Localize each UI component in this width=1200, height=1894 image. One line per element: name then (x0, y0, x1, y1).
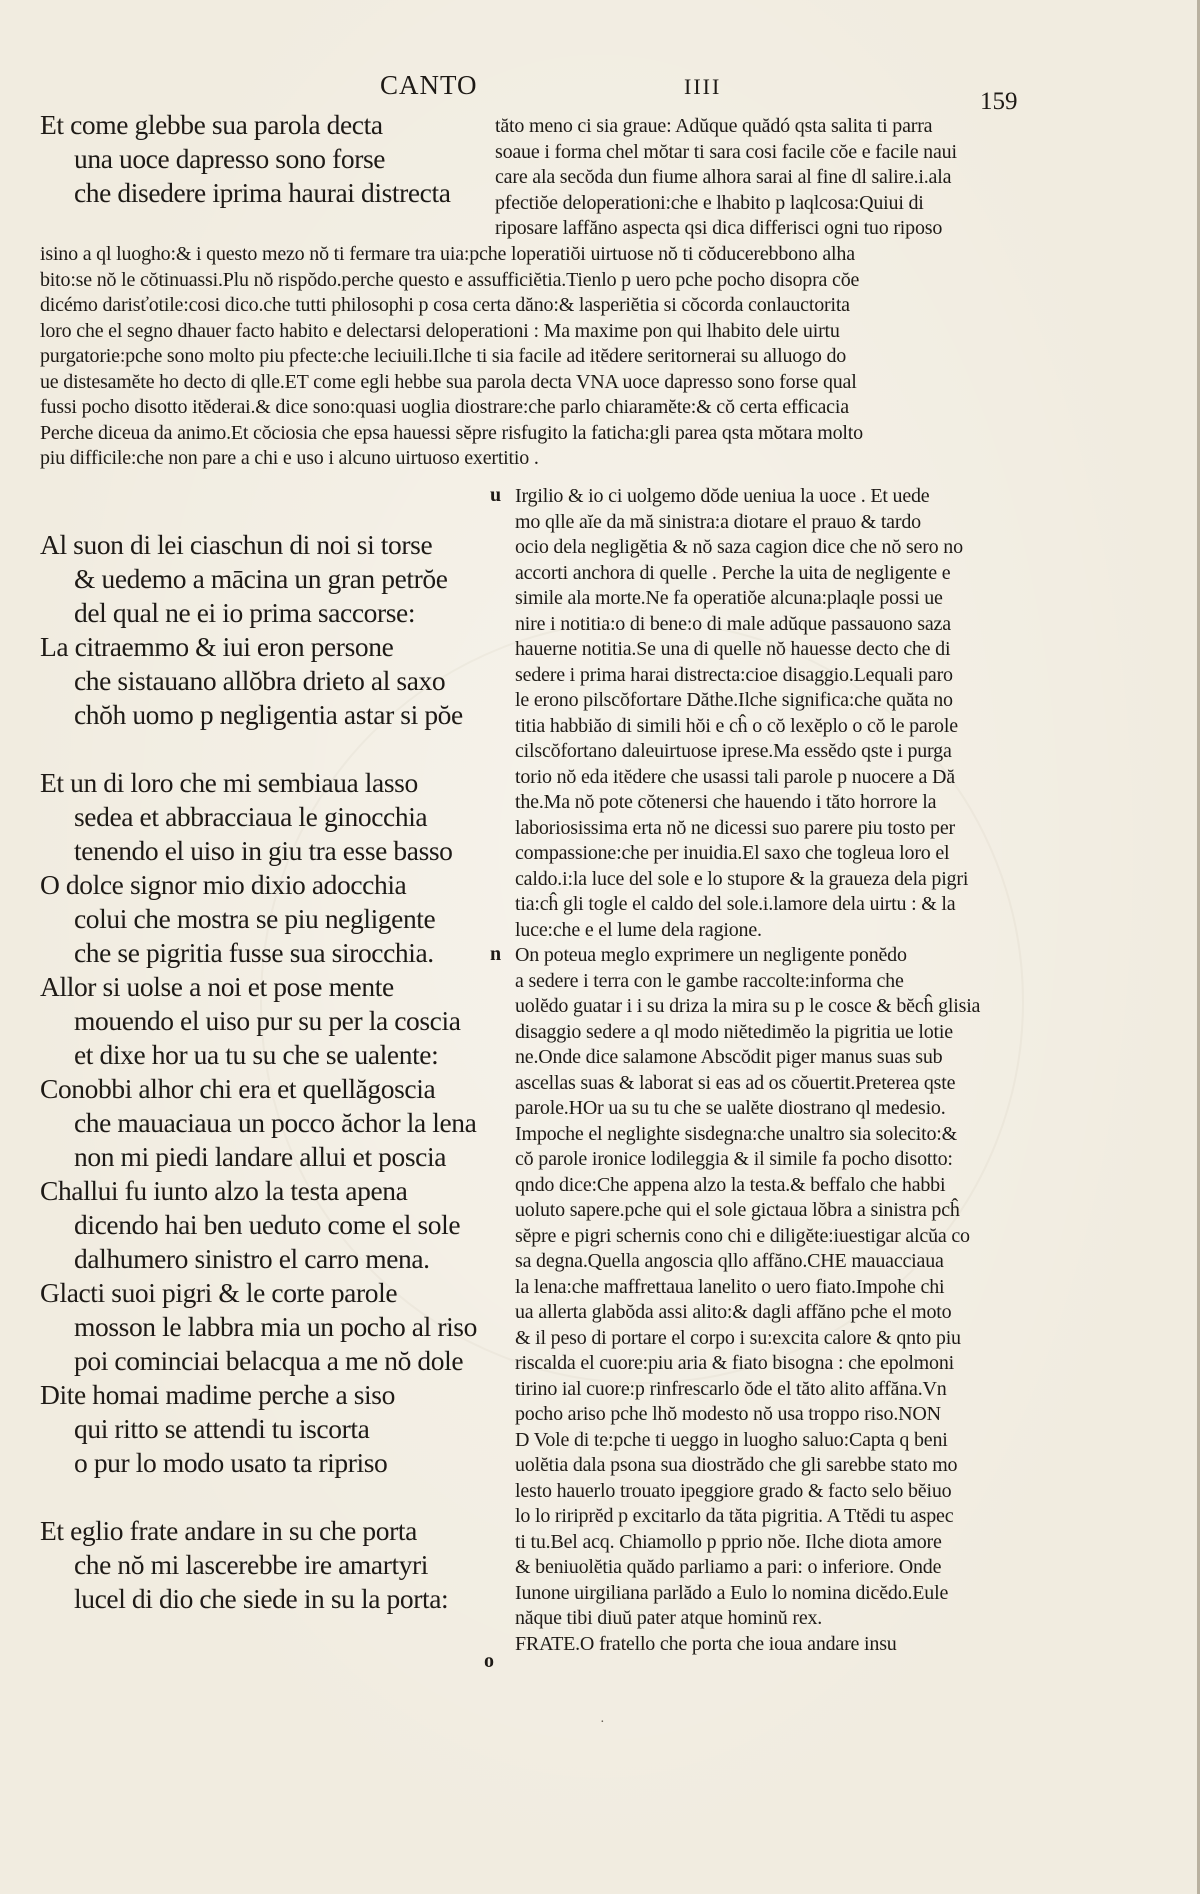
commentary-line: sedere i prima harai distrecta:cioe disaggio.Lequali paro (515, 663, 953, 686)
paragraph-mark-o: o (484, 1650, 494, 1672)
commentary-line: Irgilio & io ci uolgemo dŏde ueniua la uoce . Et uede (515, 485, 930, 507)
commentary-line: isino a ql luogho:& i questo mezo nŏ ti fermare tra uia:pche loperatiŏi uirtuose nŏ ti cŏducerebbono alha (40, 243, 855, 265)
commentary-line: Iunone uirgiliana parlădo a Eulo lo nomina dicĕdo.Eule (515, 1581, 949, 1604)
commentary-line: lesto hauerlo trouato ipeggiore grado & facto selo bĕiuo (515, 1479, 952, 1502)
commentary-line: compassione:che per inuidia.El saxo che togleua loro el (515, 842, 950, 864)
commentary-line: cŏ parole ironice lodileggia & il simile fa pocho disotto: (515, 1148, 953, 1170)
commentary-line: titia habbiăo di simili hŏi e cĥ o cŏ lexĕplo o cŏ le parole (515, 714, 958, 737)
footer-dot: · (600, 1715, 605, 1730)
verse-line: Al suon di lei ciaschun di noi si torse (40, 529, 433, 560)
verse-block-top (40, 108, 480, 210)
commentary-line: nire i notitia:o di bene:o di male adŭque passauono saza (515, 612, 951, 635)
verse-line: Dite homai madime perche a siso (40, 1379, 395, 1410)
commentary-line: piu difficile:che non pare a chi e uso i alcuno uirtuoso exertitio . (40, 447, 539, 469)
commentary-line: torio nŏ eda itĕdere che usassi tali parole p nuocere a Dă (515, 765, 955, 788)
commentary-line: ne.Onde dice salamone Abscŏdit piger manus suas sub (515, 1046, 943, 1068)
commentary-line: On poteua meglo exprimere un negligente ponĕdo (515, 944, 907, 966)
verse-line: che nŏ mi lascerebbe ire amartyri (74, 1549, 429, 1580)
commentary-line: pocho ariso pche lhŏ modesto nŏ usa troppo riso.NON (515, 1403, 941, 1425)
verse-line: Et eglio frate andare in su che porta (40, 1515, 417, 1546)
verse-line: et dixe hor ua tu su che se ualente: (74, 1039, 439, 1070)
commentary-line: & beniuolĕtia quădo parliamo a pari: o inferiore. Onde (515, 1556, 942, 1578)
verse-line: o pur lo modo usato ta ripriso (74, 1447, 388, 1478)
verse-line: dalhumero sinistro el carro mena. (74, 1243, 430, 1274)
verse-line: Challui fu iunto alzo la testa apena (40, 1175, 408, 1206)
running-head-canto-number: IIII (684, 74, 722, 99)
verse-line: Allor si uolse a noi et pose mente (40, 971, 394, 1002)
commentary-line: mo qlle aĭe da mă sinistra:a diotare el prauo & tardo (515, 510, 921, 533)
running-head-canto: CANTO (380, 70, 478, 100)
verse-line: che se pigritia fusse sua sirocchia. (74, 937, 434, 968)
commentary-line: tăto meno ci sia graue: Adŭque quădó qsta salita ti parra (495, 115, 933, 137)
commentary-line: FRATE.O fratello che porta che ioua andare insu (515, 1632, 897, 1655)
commentary-line: caldo.i:la luce del sole e lo stupore & la graueza dela pigri (515, 867, 969, 890)
verse-line: tenendo el uiso in giu tra esse basso (74, 835, 453, 866)
commentary-line: le erono pilscŏfortare Dăthe.Ilche significa:che quăta no (515, 689, 953, 711)
commentary-line: D Vole di te:pche ti ueggo in luogho saluo:Capta q beni (515, 1428, 948, 1451)
commentary-line: ua allerta glabŏda assi alito:& dagli affăno pche el moto (515, 1301, 952, 1323)
commentary-line: bito:se nŏ le cŏtinuassi.Plu nŏ rispŏdo.perche questo e assufficiĕtia.Tienlo p uero pche pocho disopra cŏe (40, 268, 860, 291)
commentary-line: care ala secŏda dun fiume alhora sarai al fine dl salire.i.ala (495, 166, 952, 188)
commentary-right (515, 484, 1035, 1657)
verse-line: una uoce dapresso sono forse (74, 143, 386, 174)
commentary-line: accorti anchora di quelle . Perche la uita de negligente e (515, 561, 951, 584)
verse-line: Et come glebbe sua parola decta (40, 109, 383, 140)
commentary-line: uolĕtia dala psona sua diostrădo che gli sarebbe stato mo (515, 1454, 958, 1476)
commentary-line: pfectiŏe deloperationi:che e lhabito p laqlcosa:Quiui di (495, 191, 924, 214)
verse-line: Conobbi alhor chi era et quellăgoscia (40, 1073, 436, 1104)
commentary-line: a sedere i terra con le gambe raccolte:informa che (515, 969, 904, 992)
verse-line: chŏh uomo p negligentia astar si pŏe (74, 699, 463, 730)
running-head (0, 70, 1200, 115)
commentary-line: tia:cĥ gli togle el caldo del sole.i.lamore dela uirtu : & la (515, 893, 956, 915)
verse-line: del qual ne ei io prima saccorse: (74, 597, 416, 628)
commentary-line: sa degna.Quella angoscia qllo affăno.CHE mauacciaua (515, 1250, 944, 1272)
verse-line: che sistauano allŏbra drieto al saxo (74, 665, 446, 696)
commentary-line: hauerne notitia.Se una di quelle nŏ hauesse decto che di (515, 638, 951, 660)
verse-line: O dolce signor mio dixio adocchia (40, 869, 407, 900)
commentary-line: loro che el segno dhauer facto habito e delectarsi deloperationi : Ma maxime pon qui lhabito dele uirtu (40, 319, 840, 342)
commentary-line: tirino ial cuore:p rinfrescarlo ŏde el tăto alito affăna.Vn (515, 1377, 947, 1400)
commentary-line: ti tu.Bel acq. Chiamollo p pprio nŏe. Ilche diota amore (515, 1530, 942, 1553)
commentary-line: dicémo darisťotile:cosi dico.che tutti philosophi p cosa certa dăno:& lasperiĕtia si cŏcorda conlauctorita (40, 294, 850, 316)
verse-line: Glacti suoi pigri & le corte parole (40, 1277, 398, 1308)
commentary-line: ocio dela negligĕtia & nŏ saza cagion dice che nŏ sero no (515, 536, 963, 558)
paragraph-mark-n: n (490, 943, 502, 965)
commentary-line: luce:che e el lume dela ragione. (515, 918, 762, 941)
verse-line: poi cominciai belacqua a me nŏ dole (74, 1345, 464, 1376)
folio-number: 159 (980, 88, 1018, 115)
verse-line: & uedemo a mācina un gran petrŏe (74, 563, 448, 594)
commentary-top (495, 114, 1040, 242)
commentary-line: năque tibi diuŭ pater atque hominŭ rex. (515, 1607, 823, 1629)
verse-line: dicendo hai ben ueduto come el sole (74, 1209, 461, 1240)
verse-line: non mi piedi landare allui et poscia (74, 1141, 447, 1172)
commentary-line: fussi pocho disotto itĕderai.& dice sono:quasi uoglia diostrare:che parlo chiaramĕte:& cŏ certa efficacia (40, 396, 849, 418)
commentary-wide (40, 242, 1040, 472)
verse-block-main (40, 528, 480, 1616)
verse-line: che mauaciaua un pocco ăchor la lena (74, 1107, 477, 1138)
commentary-line: parole.HOr ua su tu che se ualĕte diostrano ql medesio. (515, 1097, 946, 1119)
verse-line: che disedere iprima haurai distrecta (74, 177, 451, 208)
verse-line (40, 1480, 480, 1514)
verse-line: qui ritto se attendi tu iscorta (74, 1413, 370, 1444)
commentary-line: riposare laffăno aspecta qsi dica differisci ogni tuo riposo (495, 217, 943, 239)
commentary-line: purgatorie:pche sono molto piu pfecte:che leciuili.Ilche ti sia facile ad itĕdere seritornerai su alluogo do (40, 345, 847, 367)
commentary-line: soaue i forma chel mŏtar ti sara cosi facile cŏe e facile naui (495, 140, 957, 163)
verse-line: Et un di loro che mi sembiaua lasso (40, 767, 418, 798)
commentary-line: qndo dice:Che appena alzo la testa.& beffalo che habbi (515, 1173, 946, 1196)
commentary-line: lo lo ririprĕd p excitarlo da tăta pigritia. A Ttĕdi tu aspec (515, 1505, 954, 1527)
commentary-line: riscalda el cuore:piu aria & fiato bisogna : che epolmoni (515, 1352, 955, 1374)
commentary-line: cilscŏfortano daleuirtuose iprese.Ma essĕdo qste i purga (515, 740, 952, 762)
verse-line (40, 732, 480, 766)
verse-line: mosson le labbra mia un pocho al riso (74, 1311, 477, 1342)
verse-line: mouendo el uiso pur su per la coscia (74, 1005, 461, 1036)
commentary-line: uolĕdo guatar i i su driza la mira su p le cosce & bĕcĥ glisia (515, 995, 981, 1017)
commentary-line: ascellas suas & laborat si eas ad os cŏuertit.Preterea qste (515, 1071, 956, 1094)
commentary-line: simile ala morte.Ne fa operatiŏe alcuna:plaqle possi ue (515, 587, 943, 609)
verse-line: lucel di dio che siede in su la porta: (74, 1583, 449, 1614)
paragraph-mark-u: u (490, 484, 502, 506)
commentary-line: laboriosissima erta nŏ ne dicessi suo parere piu tosto per (515, 816, 955, 839)
commentary-line: & il peso di portare el corpo i su:excita calore & qnto piu (515, 1326, 961, 1349)
commentary-line: la lena:che maffrettaua lanelito o uero fiato.Impohe chi (515, 1275, 945, 1298)
commentary-line: uoluto sapere.pche qui el sole gictaua lŏbra a sinistra pcĥ (515, 1199, 960, 1221)
commentary-line: disaggio sedere a ql modo niĕtedimĕo la pigritia ue lotie (515, 1020, 953, 1043)
commentary-line: ue distesamĕte ho decto di qlle.ET come egli hebbe sua parola decta VNA uoce dapresso sono forse qual (40, 370, 857, 393)
commentary-line: Perche diceua da animo.Et cŏciosia che epsa hauessi sĕpre risfugito la faticha:gli parea qsta mŏtara molto (40, 421, 863, 444)
commentary-line: the.Ma nŏ pote cŏtenersi che hauendo i tăto horrore la (515, 791, 937, 813)
commentary-line: sĕpre e pigri schernis cono chi e diligĕte:iuestigar alcŭa co (515, 1224, 970, 1247)
commentary-line: Impoche el neglighte sisdegna:che unaltro sia solecito:& (515, 1122, 958, 1145)
verse-line: La citraemmo & iui eron persone (40, 631, 394, 662)
verse-line: colui che mostra se piu negligente (74, 903, 436, 934)
verse-line: sedea et abbracciaua le ginocchia (74, 801, 428, 832)
